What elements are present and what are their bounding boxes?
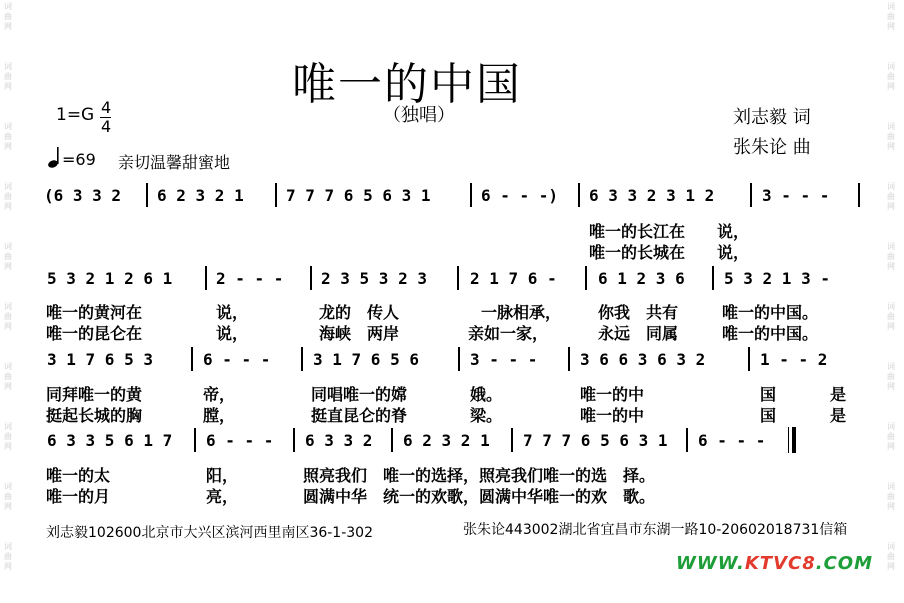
lyric-word: 龙的 传人 (319, 303, 400, 322)
measure: 6 2 3 2 1 (403, 431, 490, 450)
measure: 7 7 7 6 5 6 3 1 (286, 186, 431, 205)
barline (585, 266, 587, 290)
barline (391, 428, 393, 452)
measure: 3 - - - (762, 186, 830, 205)
barline (310, 266, 312, 290)
barline (511, 428, 513, 452)
measure: 7 7 7 6 5 6 3 1 (523, 431, 668, 450)
barline (858, 183, 860, 207)
lyric-word: 唯一的黄河在 (46, 303, 143, 322)
barline (205, 266, 207, 290)
composer-address: 张朱论443002湖北省宜昌市东湖一路10-20602018731信箱 (463, 522, 848, 538)
barline (470, 183, 472, 207)
barline (191, 347, 193, 371)
lyric-word: 膛， (203, 406, 236, 425)
watermark-right: 词 曲 网 词 曲 网 词 曲 网 词 曲 网 词 曲 网 词 曲 网 词 曲 网 词 曲 网 词 曲 网 词 曲 网 (887, 2, 895, 571)
barline (748, 347, 750, 371)
lyric-word: 挺起长城的胸 (46, 406, 143, 425)
barline (568, 347, 570, 371)
key-signature: 1=G (56, 105, 95, 125)
lyric-word: 同拜唯一的黄 (46, 385, 143, 404)
lyric-word: 唯一的昆仑在 (46, 324, 143, 343)
barline (750, 183, 752, 207)
measure: 6 2 3 2 1 (157, 186, 244, 205)
barline (301, 347, 303, 371)
measure: 3 1 7 6 5 3 (47, 350, 153, 369)
measure: 5 3 2 1 3 - (724, 269, 830, 288)
measure: 5 3 2 1 2 6 1 (47, 269, 173, 288)
lyric-word: 国 (760, 385, 777, 404)
lyric-word: 说， (216, 324, 249, 343)
measure: 6 1 2 3 6 (598, 269, 685, 288)
barline (275, 183, 277, 207)
final-barline-thin (788, 427, 789, 453)
measure: 2 - - - (216, 269, 284, 288)
measure: 3 6 6 3 6 3 2 (580, 350, 706, 369)
lyric-word: 唯一的太 (46, 466, 111, 485)
measure: 6 - - -) (481, 186, 559, 205)
barline (293, 428, 295, 452)
song-subtitle: （独唱） (383, 105, 455, 126)
lyric-word: 海峡 两岸 (319, 324, 400, 343)
lyricist-address: 刘志毅102600北京市大兴区滨河西里南区36-1-302 (46, 525, 373, 541)
measure: 2 3 5 3 2 3 (321, 269, 427, 288)
barline (194, 428, 196, 452)
lyric-word: 唯一的月 (46, 487, 111, 506)
lyric-word: 是 (830, 406, 847, 425)
measure: 3 1 7 6 5 6 (313, 350, 419, 369)
tempo-marking: =69 (62, 150, 96, 169)
final-barline-thick (792, 427, 796, 453)
measure: 6 3 3 5 6 1 7 (47, 431, 173, 450)
measure: 6 - - - (206, 431, 274, 450)
barline (458, 347, 460, 371)
lyric-line: 圆满中华 统一的欢歌，圆满中华唯一的欢 歌。 (303, 487, 656, 506)
lyric-word: 帝， (203, 385, 236, 404)
lyric-word: 亮， (206, 487, 239, 506)
measure: 6 - - - (203, 350, 271, 369)
measure: 2 1 7 6 - (470, 269, 557, 288)
lyric-word: 唯一的中国。 (722, 303, 819, 322)
lyric-word: 你我 共有 (598, 303, 679, 322)
expression-marking: 亲切温馨甜蜜地 (118, 153, 231, 172)
lyric-word: 阳， (206, 466, 239, 485)
song-title: 唯一的中国 (292, 59, 522, 110)
barline (686, 428, 688, 452)
barline (712, 266, 714, 290)
lyric-word: 是 (830, 385, 847, 404)
lyric-word: 娥。 (470, 385, 503, 404)
lyric-word: 亲如一家， (468, 324, 549, 343)
measure: (6 3 3 2 (44, 186, 122, 205)
watermark-left: 词 曲 网 词 曲 网 词 曲 网 词 曲 网 词 曲 网 词 曲 网 词 曲 网 词 曲 网 词 曲 网 词 曲 网 (4, 2, 12, 571)
measure: 6 3 3 2 3 1 2 (589, 186, 715, 205)
measure: 6 3 3 2 (305, 431, 373, 450)
lyric-word: 梁。 (470, 406, 503, 425)
website-logo[interactable]: WWW.KTVC8.COM (676, 553, 874, 574)
lyricist-credit: 刘志毅 词 (733, 107, 811, 128)
composer-credit: 张朱论 曲 (733, 137, 811, 158)
lyric-word: 唯一的中国。 (722, 324, 819, 343)
lyric-word: 说， (216, 303, 249, 322)
lyric-word: 唯一的中 (580, 385, 645, 404)
lyric-line: 唯一的长江在 说， (589, 222, 750, 241)
lyric-word: 唯一的中 (580, 406, 645, 425)
lyric-word: 国 (760, 406, 777, 425)
lyric-line: 唯一的长城在 说， (589, 243, 750, 262)
measure: 1 - - 2 (760, 350, 828, 369)
barline (457, 266, 459, 290)
time-signature-bottom: 4 (101, 117, 112, 136)
lyric-word: 挺直昆仑的脊 (311, 406, 408, 425)
lyric-word: 一脉相承， (481, 303, 562, 322)
lyric-word: 同唱唯一的嫦 (311, 385, 408, 404)
barline (578, 183, 580, 207)
time-signature-top: 4 (101, 98, 112, 117)
measure: 3 - - - (470, 350, 538, 369)
lyric-word: 永远 同属 (598, 324, 679, 343)
measure: 6 - - - (698, 431, 766, 450)
barline (146, 183, 148, 207)
lyric-line: 照亮我们 唯一的选择，照亮我们唯一的选 择。 (303, 466, 656, 485)
